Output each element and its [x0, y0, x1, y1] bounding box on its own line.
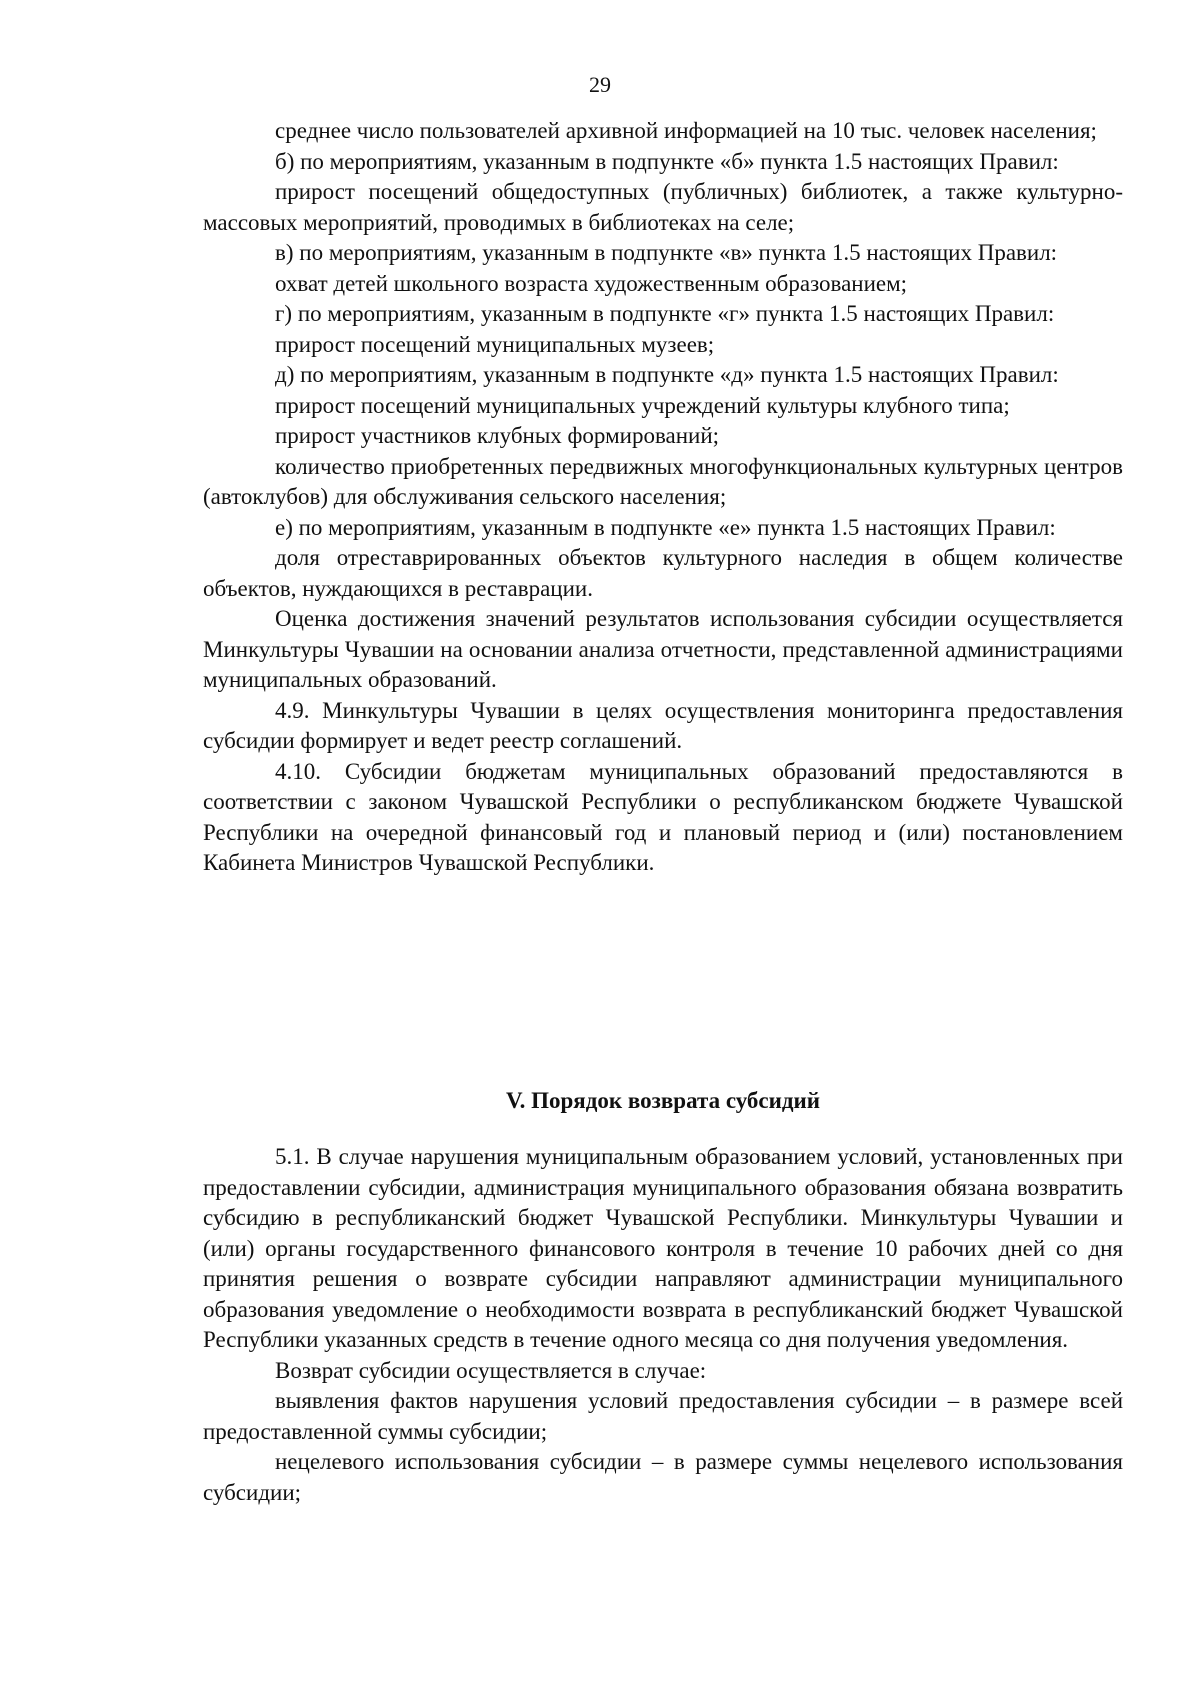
paragraph: прирост посещений муниципальных музеев;: [275, 331, 715, 357]
paragraph: Оценка достижения значений результатов использования субсидии осуществляется Минкультуры Чувашии на основании анализа отчетности, представленной администрациями муниципальных образований.: [203, 606, 1123, 692]
paragraph: количество приобретенных передвижных многофункциональных культурных центров (автоклубов) для обслуживания сельского населения;: [203, 453, 1123, 509]
paragraph: б) по мероприятиям, указанным в подпункте «б» пункта 1.5 настоящих Правил:: [275, 148, 1059, 174]
paragraph: выявления фактов нарушения условий предоставления субсидии – в размере всей предоставленной суммы субсидии;: [203, 1388, 1123, 1444]
paragraph: доля отреставрированных объектов культурного наследия в общем количестве объектов, нуждающихся в реставрации.: [203, 545, 1123, 601]
paragraph: в) по мероприятиям, указанным в подпункте «в» пункта 1.5 настоящих Правил:: [275, 240, 1058, 265]
body-text-section-a: [203, 116, 1123, 879]
paragraph: нецелевого использования субсидии – в размере суммы нецелевого использования субсидии;: [203, 1449, 1123, 1505]
paragraph: 5.1. В случае нарушения муниципальным образованием условий, установленных при предоставлении субсидии, администрация муниципального образования обязана возвратить субсидию в республиканский бюджет Чувашской Республики. Минкультуры Чувашии и (или) органы государственного финансового контроля в течение 10 рабочих дней со дня принятия решения о возврате субсидии направляют администрации муниципального образования уведомление о необходимости возврата в республиканский бюджет Чувашской Республики указанных средств в течение одного месяца со дня получения уведомления.: [203, 1144, 1123, 1352]
paragraph: прирост участников клубных формирований;: [275, 423, 720, 448]
body-text-section-v: [203, 1142, 1123, 1508]
paragraph: охват детей школьного возраста художественным образованием;: [275, 270, 908, 296]
page-number: 29: [589, 72, 611, 97]
section-heading: V. Порядок возврата субсидий: [505, 1088, 821, 1113]
paragraph: среднее число пользователей архивной информацией на 10 тыс. человек населения;: [275, 118, 1097, 143]
paragraph: д) по мероприятиям, указанным в подпункте «д» пункта 1.5 настоящих Правил:: [275, 362, 1059, 387]
paragraph: е) по мероприятиям, указанным в подпункте «е» пункта 1.5 настоящих Правил:: [275, 514, 1056, 540]
paragraph: 4.9. Минкультуры Чувашии в целях осуществления мониторинга предоставления субсидии формирует и ведет реестр соглашений.: [203, 697, 1123, 753]
paragraph: г) по мероприятиям, указанным в подпункте «г» пункта 1.5 настоящих Правил:: [275, 301, 1055, 326]
paragraph: Возврат субсидии осуществляется в случае:: [275, 1357, 707, 1383]
paragraph: прирост посещений муниципальных учреждений культуры клубного типа;: [275, 392, 1010, 418]
paragraph: прирост посещений общедоступных (публичных) библиотек, а также культурно-массовых мероприятий, проводимых в библиотеках на селе;: [203, 179, 1123, 235]
paragraph: 4.10. Субсидии бюджетам муниципальных образований предоставляются в соответствии с законом Чувашской Республики о республиканском бюджете Чувашской Республики на очередной финансовый год и плановый период и (или) постановлением Кабинета Министров Чувашской Республики.: [203, 758, 1123, 875]
